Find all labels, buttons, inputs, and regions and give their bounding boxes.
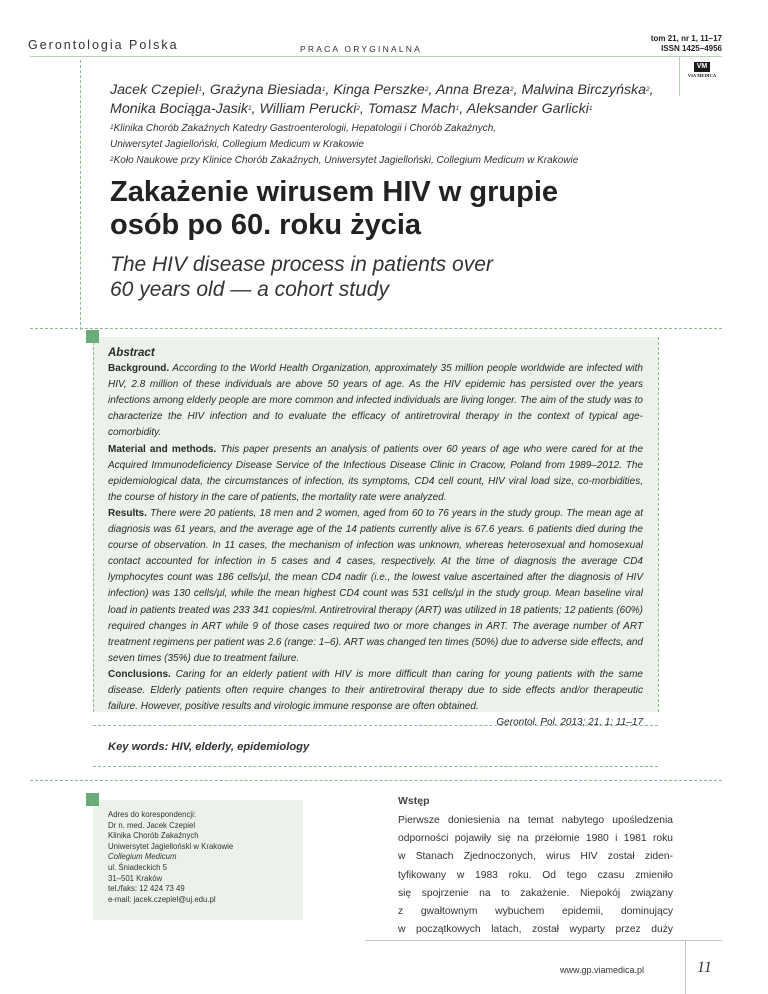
corner-square (86, 793, 99, 806)
keywords: Key words: HIV, elderly, epidemiology (108, 741, 310, 753)
author-list (110, 81, 710, 119)
citation: Gerontol. Pol. 2013; 21, 1: 11–17 (496, 717, 643, 729)
author: Aleksander Garlicki (466, 101, 589, 117)
header-rule (30, 56, 722, 57)
journal-name: Gerontologia Polska (28, 38, 179, 52)
article-title: Zakażenie wirusem HIV w grupie osób po 60. roku życia (110, 176, 559, 241)
author: Jacek Czepiel (110, 82, 199, 98)
correspondence-address: Adres do korespondencji: Dr n. med. Jacek Czepiel Klinika Chorób Zakaźnych Uniwersytet Jagielloński w Krakowie Collegium Medicum ul. Śniadeckich 5 31–501 Kraków tel./faks: 12 424 73 49 e-mail: jacek.czepiel@uj.edu.pl (108, 810, 234, 904)
issn: ISSN 1425–4956 (661, 44, 722, 53)
divider-dashed (30, 328, 722, 329)
author: Anna Breza (435, 82, 510, 98)
volume-info (651, 34, 722, 54)
author: William Perucki (259, 101, 357, 117)
abstract-methods: Material and methods. This paper presents an analysis of patients over 60 years of age who were cared for at the Acquired Immunodeficiency Disease Service of the Infectious Disease Clinic in Cracow, Poland from 1989–2012. The epidemiological data, the circumstances of infection, its symptoms, CD4 cell count, HIV viral load size, co-morbidities, the course of history in the care of patients, the mortality rate were analyzed. (108, 443, 643, 503)
affiliations (110, 121, 710, 169)
author: Grażyna Biesiada (209, 82, 322, 98)
journal-url: www.gp.viamedica.pl (560, 965, 645, 975)
via-medica-logo (682, 62, 722, 80)
authors-line-2: Monika Bociąga-Jasik$^1$, William Perucki$^2$, Tomasz Mach$^1$, Aleksander Garlicki$^1$ (110, 101, 593, 117)
footer-vertical-rule (685, 940, 686, 994)
intro-text: Pierwsze doniesienia na temat nabytego upośledzenia odporności pojawiły się na przełomie 1980 i 1981 roku w Stanach Zjednoczonych, wirus HIV został ziden- tyfikowany w 1983 roku. Od tego czasu zmieniło się spojrzenie na to zakażenie. Niepokój związany z gwałtownym wybuchem epidemii, dominujący w początkowych latach, został wyparty przez duży (398, 815, 673, 936)
footer-rule (365, 940, 722, 941)
divider-dashed (93, 766, 658, 767)
abstract (108, 345, 643, 731)
page-number: 11 (697, 959, 712, 976)
article-type: PRACA ORYGINALNA (300, 44, 422, 54)
logo-mark: VM (694, 62, 710, 72)
abstract-results: Results. There were 20 patients, 18 men and 2 women, aged from 60 to 76 years in the study group. The mean age at diagnosis was 61 years, and the average age of the 14 patients currently alive is 67.6 years. 6 patients died during the course of observation. In 11 cases, the mechanism of infection was unknown, whereas heterosexual and homosexual contact accounted for infection in 5 cases and 4 cases, respectively. At the time of diagnosis the average CD4 lymphocytes count was 186 cells/µl, the mean CD4 nadir (i.e., the lowest value ascertained after the diagnosis of HIV infection) was 130 cells/µl, while the mean highest CD4 count was 531 cells/µl in the study group. Mean baseline viral load in patients treated was 233 341 copies/ml. Antiretroviral therapy (ART) was utilized in 18 patients; 12 patients (60%) required changes in ART while 9 of those cases required two or more changes in ART. The average number of ART treatment regimens per patient was 2.6 (range: 1–6). ART was changed ten times (50%) due to adverse side effects, and seven times (35%) due to treatment failure. (108, 507, 643, 664)
author: Kinga Perszke (333, 82, 425, 98)
divider-dashed (93, 725, 658, 726)
affiliation-2: $^2$Koło Naukowe przy Klinice Chorób Zakaźnych, Uniwersytet Jagielloński, Collegium Medicum w Krakowie (110, 155, 579, 166)
author: Malwina Birczyńska (521, 82, 647, 98)
left-dashed-rule (80, 60, 81, 330)
volume-pages: tom 21, nr 1, 11–17 (650, 34, 722, 43)
author: Monika Bociąga-Jasik (110, 101, 248, 117)
author: Tomasz Mach (367, 101, 456, 117)
divider-dashed (30, 780, 722, 781)
authors-line-1: Jacek Czepiel$^1$, Grażyna Biesiada$^1$, Kinga Perszke$^2$, Anna Breza$^2$, Malwina Birczyńska$^2$, (110, 82, 654, 98)
abstract-heading: Abstract (108, 347, 155, 359)
affiliation-1-cont: Uniwersytet Jagielloński, Collegium Medicum w Krakowie (110, 139, 364, 150)
logo-text: VIA MEDICA (687, 73, 717, 78)
abstract-background: Background. According to the World Health Organization, approximately 35 million people worldwide are infected with HIV, 2.8 million of these individuals are above 50 years of age. As the HIV epidemic has persisted over the years infections among elderly people are more common and infected individuals are living longer. The aim of the study was to characterize the HIV infection and to evaluate the efficacy of antiretroviral therapy in the context of typical age-comorbidity. (108, 363, 643, 439)
abstract-left-dash (93, 337, 94, 712)
abstract-right-dash (658, 337, 659, 712)
section-heading-intro: Wstęp (398, 795, 430, 807)
affiliation-1: $^1$Klinika Chorób Zakaźnych Katedry Gastroenterologii, Hepatologii i Chorób Zakaźnych, (110, 123, 497, 134)
abstract-conclusions: Conclusions. Caring for an elderly patient with HIV is more difficult than caring for young patients with the same disease. Elderly patients often require changes to their antiretroviral therapy due to side effects and/or therapeutic failure. However, positive results and virologic immune response are often obtained. (108, 668, 643, 713)
article-title-english: The HIV disease process in patients over 60 years old — a cohort study (110, 253, 493, 301)
